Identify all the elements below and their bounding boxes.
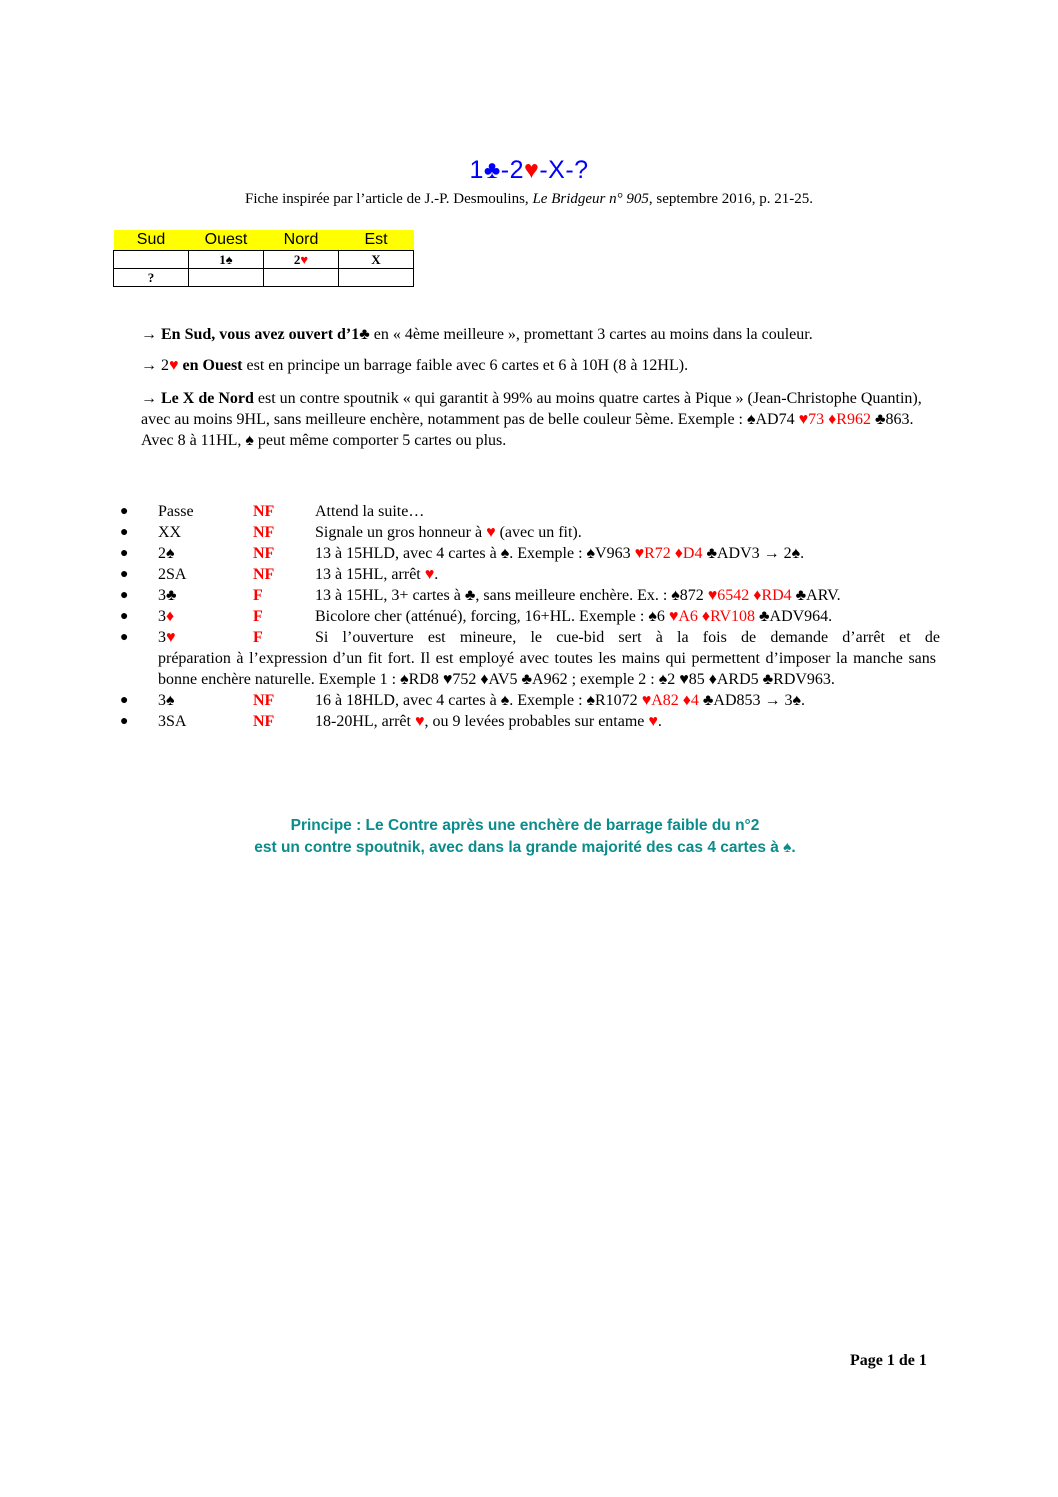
list-item [120,606,940,627]
paragraph-text: est en principe un barrage faible avec 6 cartes et 6 à 10H (8 à 12HL). [242,357,689,374]
paragraph-text: est un contre spoutnik « qui garantit à 99% au moins quatre cartes à Pique » (Jean-Christophe Quantin), avec au moins 9HL, sans meilleure enchère, notamment pas de belle couleur 5ème. Exemple : ♠AD74 [141,390,922,428]
bid-name: Passe [158,503,194,520]
list-item [120,501,940,522]
list-item [120,690,940,711]
status-badge: NF [253,545,275,562]
list-item [120,585,940,606]
status-badge: NF [253,713,275,730]
bid-level: 2 [293,251,301,267]
list-item [120,543,940,564]
bid-cell-sud [114,251,189,269]
description [315,501,940,522]
paragraph-bold: En Sud, vous avez ouvert d’1 [161,326,360,343]
bullet-icon: ● [120,588,129,603]
description [315,522,940,543]
status-badge: NF [253,566,275,583]
description-text: ♣AD853 → 3♠. [698,692,806,709]
status-badge: F [253,629,263,646]
bidding-row [114,269,414,287]
description [315,690,940,711]
subtitle [0,191,1058,208]
description-text: . [657,713,662,730]
bid-name: 2♠ [158,545,175,562]
heart-icon: ♥ [300,251,309,267]
description-text: 13 à 15HLD, avec 4 cartes à ♠. Exemple : ♠V963 [315,545,635,562]
subtitle-text: Fiche inspirée par l’article de J.-P. Desmoulins, [245,191,533,207]
response-list [120,501,940,732]
paragraph-double [141,388,936,451]
subtitle-journal: Le Bridgeur n° 905 [532,191,649,207]
description-text: . [434,566,439,583]
description-text: Si l’ouverture est mineure, le cue-bid sert à la fois de demande d’arrêt et de [315,629,940,646]
bullet-icon: ● [120,504,129,519]
red-suit-text: ♥A6 ♦RV108 [668,608,756,625]
header-est: Est [339,230,414,251]
heart-icon: ♥ [424,566,435,583]
diamond-icon: ♦ [166,608,175,625]
description-text: 16 à 18HLD, avec 4 cartes à ♠. Exemple : ♠R1072 [315,692,642,709]
status-badge: F [253,608,263,625]
bullet-icon: ● [120,714,129,729]
bid-cell-nord [264,251,339,269]
bid-name: 2SA [158,566,187,583]
bidding-header-row [114,230,414,251]
bullet-icon: ● [120,693,129,708]
page-title [0,156,1058,185]
arrow-icon: → [141,326,161,343]
description-text: Bicolore cher (atténué), forcing, 16+HL. Exemple : ♠6 [315,608,669,625]
description-text: Attend la suite… [315,503,425,520]
list-item [120,564,940,585]
list-item-continuation [120,648,940,690]
status-badge: NF [253,692,275,709]
header-ouest: Ouest [189,230,264,251]
description-text: 13 à 15HL, 3+ cartes à ♣, sans meilleure enchère. Ex. : ♠872 [315,587,708,604]
description [315,711,940,732]
bid-name [158,627,253,648]
description-text: ♣ADV964. [755,608,833,625]
paragraph-overcall [141,355,936,376]
red-suit-text: ♥73 ♦R962 [798,411,871,428]
club-icon: ♣ [359,326,370,343]
bid-cell-ouest [189,269,264,287]
list-item [120,522,940,543]
bid-level: 1 [219,251,226,267]
page-number: Page 1 de 1 [850,1352,927,1369]
description-text: 13 à 15HL, arrêt [315,566,425,583]
paragraph-bold: → Le X de Nord [141,390,254,407]
description [315,585,940,606]
bidding-table [113,230,414,287]
club-icon: ♣ [483,156,501,184]
principle-line: est un contre spoutnik, avec dans la grande majorité des cas 4 cartes à ♠. [254,839,796,856]
red-suit-text: ♥A82 ♦4 [641,692,699,709]
title-part: -2 [500,156,524,184]
paragraph-text: → 2 [141,357,169,374]
bid-cell-est: X [339,251,414,269]
status-badge: F [253,587,263,604]
description-text: , ou 9 levées probables sur entame [424,713,649,730]
status-badge: NF [253,524,275,541]
description-text: 18-20HL, arrêt [315,713,415,730]
list-item [120,627,940,648]
bid-level: 3 [158,629,166,646]
bid-name: 3♠ [158,692,175,709]
description-text: (avec un fit). [495,524,582,541]
bullet-icon: ● [120,525,129,540]
description-text: Signale un gros honneur à [315,524,487,541]
bid-cell-nord [264,269,339,287]
heart-icon: ♥ [414,713,425,730]
bullet-icon: ● [120,609,129,624]
header-nord: Nord [264,230,339,251]
title-part: -X-? [539,156,589,184]
heart-icon: ♥ [169,357,179,374]
bid-name: XX [158,524,182,541]
status-badge: NF [253,503,275,520]
description-text: préparation à l’expression d’un fit fort. Il est employé avec toutes les mains qui permettent d’imposer la manche sans bonne enchère naturelle. Exemple 1 : ♠RD8 ♥752 ♦AV5 ♣A962 ; exemple 2 : ♠2 ♥85 ♦ARD5 ♣RDV963. [158,650,936,688]
paragraph-text: en « 4ème meilleure », promettant 3 cartes au moins dans la couleur. [369,326,813,343]
subtitle-text: , septembre 2016, p. 21-25. [648,191,813,207]
bid-level: 3 [158,608,166,625]
heart-icon: ♥ [523,156,540,184]
description [315,564,940,585]
paragraph-opening [141,324,936,345]
spade-icon: ♠ [225,251,233,267]
description-text: ♣ARV. [791,587,841,604]
list-item [120,711,940,732]
bullet-icon: ● [120,546,129,561]
title-part: 1 [469,156,484,184]
paragraph-text: ♣863. Avec 8 à 11HL, ♠ peut même comporter 5 cartes ou plus. [141,411,914,449]
principle-note [0,815,1050,859]
paragraph-bold: en Ouest [178,357,243,374]
bullet-icon: ● [120,567,129,582]
principle-line: Principe : Le Contre après une enchère de barrage faible du n°2 [290,817,760,834]
bid-name: 3♣ [158,587,177,604]
heart-icon: ♥ [648,713,658,730]
bidding-row [114,251,414,269]
bid-cell-ouest [189,251,264,269]
bullet-spacer [120,648,158,690]
heart-icon: ♥ [486,524,496,541]
description-text: ♣ADV3 → 2♠. [702,545,805,562]
heart-icon: ♥ [166,629,176,646]
red-suit-text: ♥6542 ♦RD4 [707,587,792,604]
description [315,543,940,564]
bid-name [158,606,253,627]
bid-cell-sud: ? [114,269,189,287]
header-sud: Sud [114,230,189,251]
red-suit-text: ♥R72 ♦D4 [634,545,703,562]
bullet-icon: ● [120,630,129,645]
bid-name: 3SA [158,713,187,730]
description [315,606,940,627]
bid-cell-est [339,269,414,287]
